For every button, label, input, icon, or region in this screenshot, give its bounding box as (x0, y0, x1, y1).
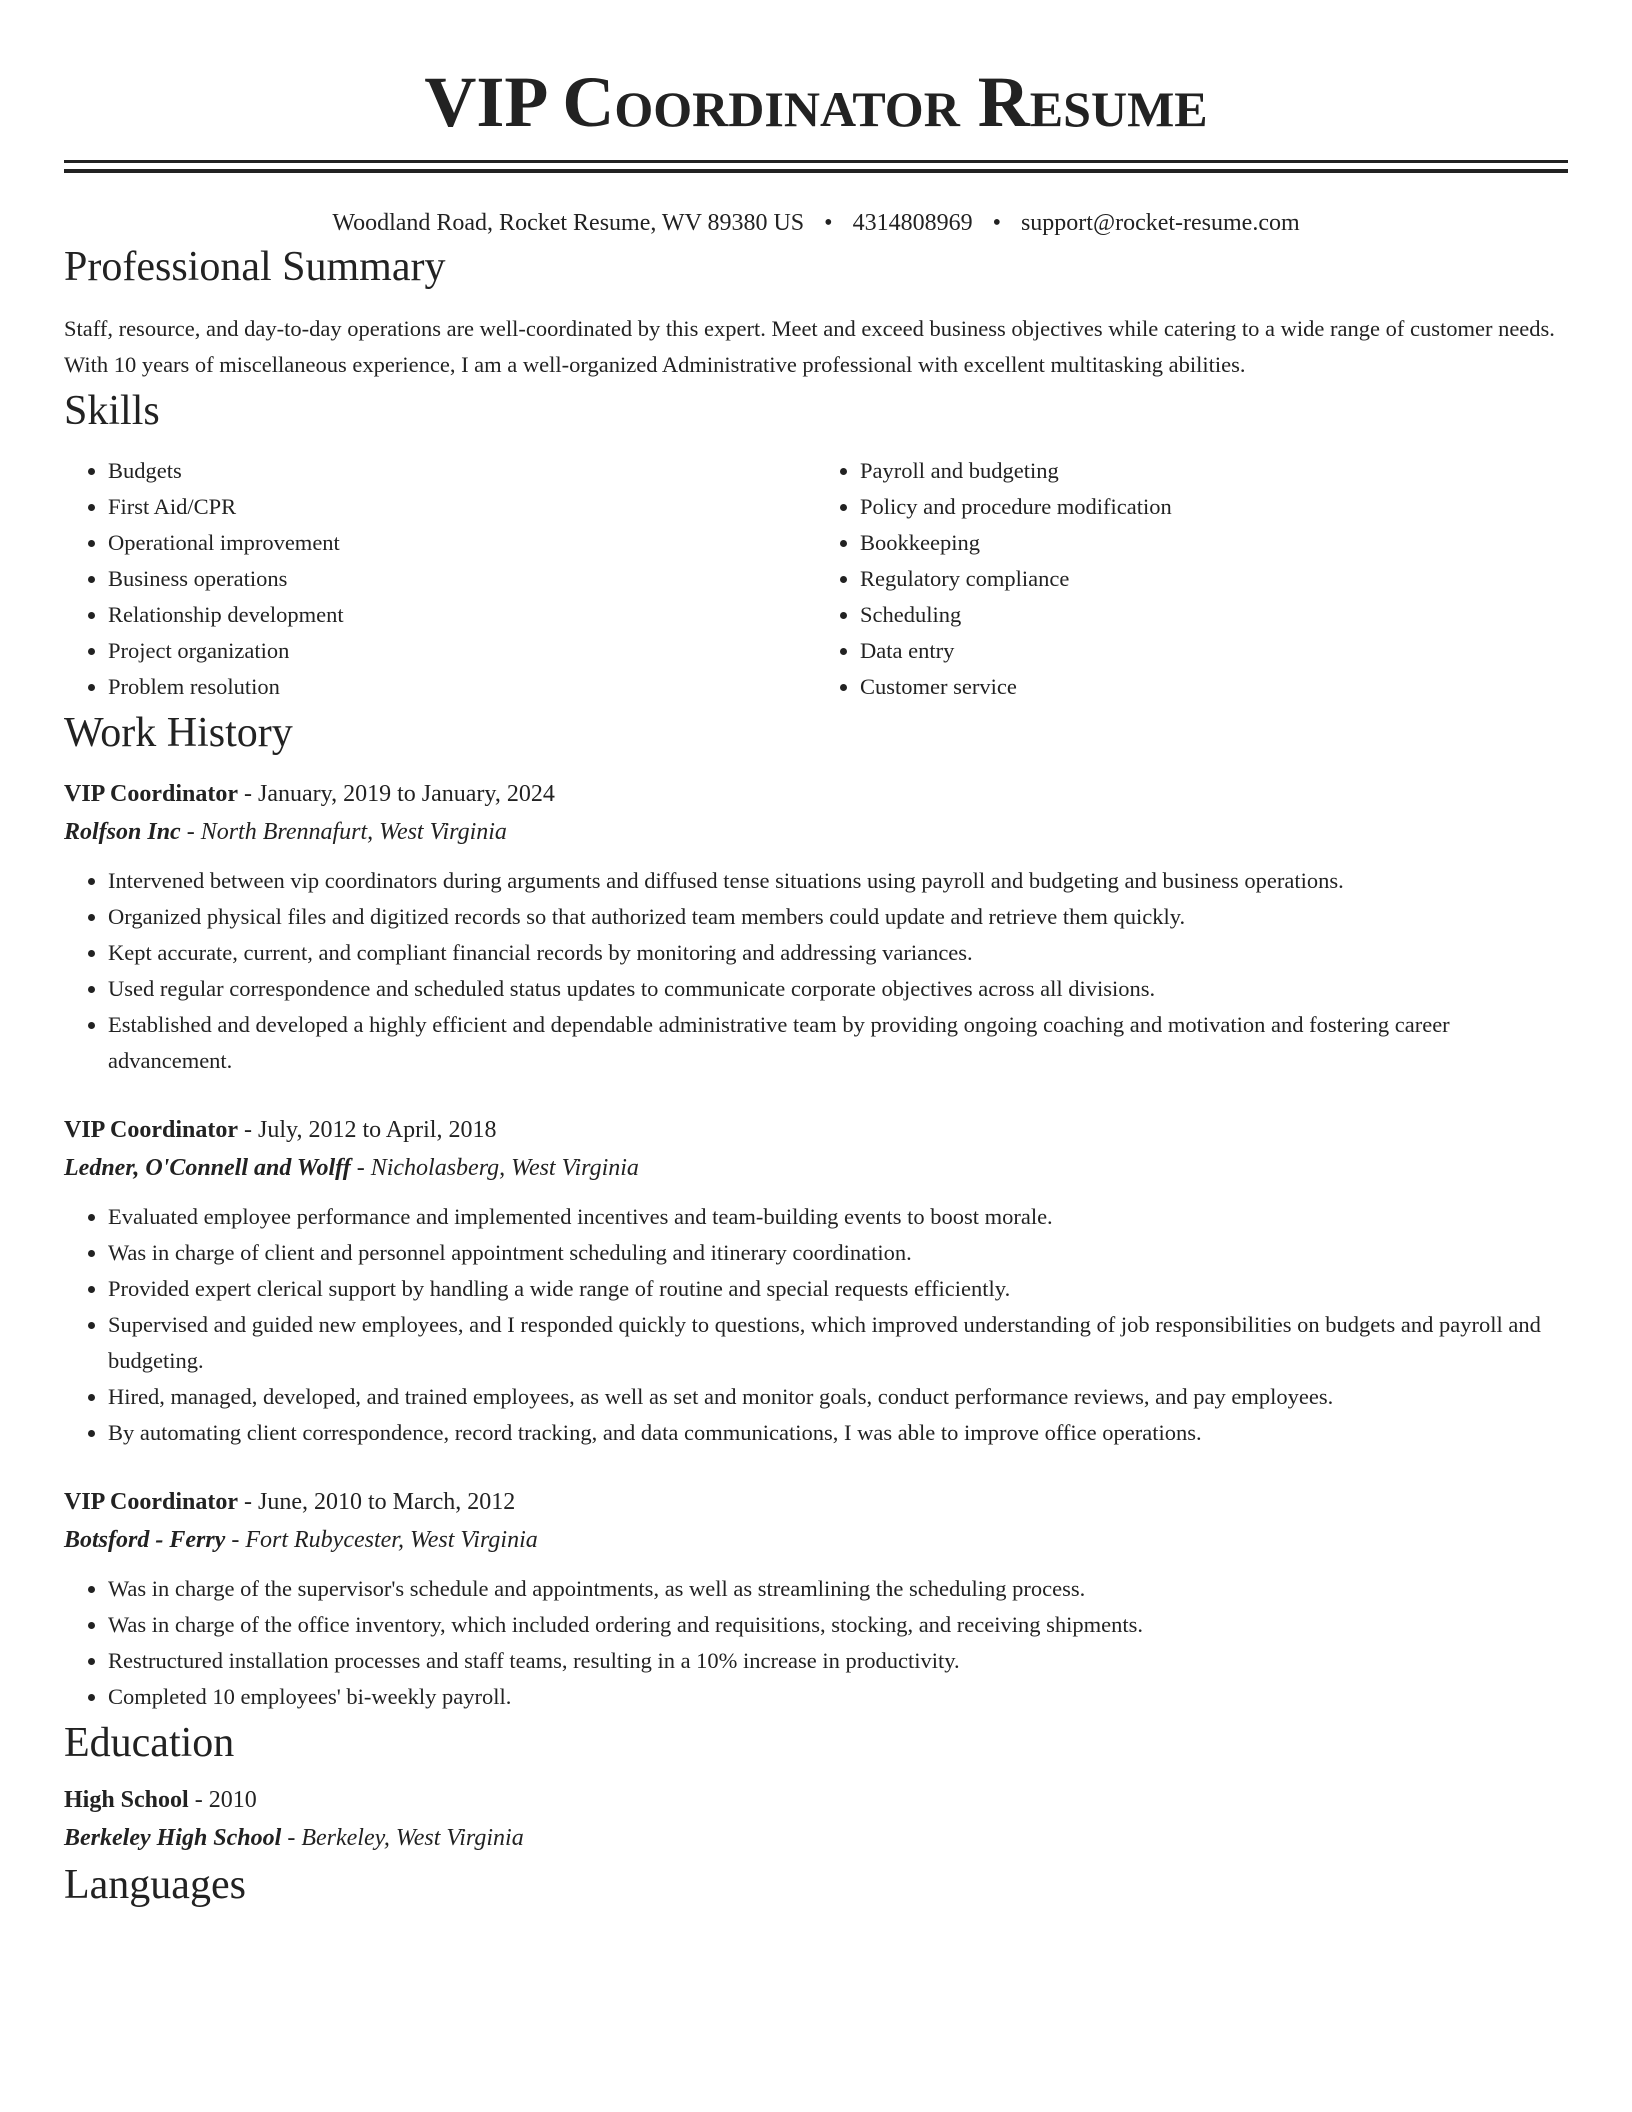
skill-item: • Scheduling (860, 597, 1568, 633)
contact-separator: • (992, 210, 1001, 236)
summary-text: Staff, resource, and day-to-day operations are well-coordinated by this expert. Meet and exceed business objectives while catering to a wide range of customer needs. With 10 years of miscellaneous experience, I am a well-organized Administrative professional with excellent multitasking abilities. (64, 316, 1555, 377)
skill-item: • Relationship development (108, 597, 816, 633)
job-dates: - June, 2010 to March, 2012 (238, 1489, 516, 1515)
education-school: Berkeley High School (64, 1825, 282, 1851)
job-company: Rolfson Inc (64, 819, 181, 845)
skill-item: • Bookkeeping (860, 525, 1568, 561)
education-school-line (64, 1819, 1568, 1857)
summary-heading: Professional Summary (64, 244, 446, 290)
job-bullet: • Intervened between vip coordinators during arguments and diffused tense situations using payroll and budgeting and business operations. (108, 863, 1568, 899)
job-title: VIP Coordinator (64, 1117, 238, 1143)
job-bullet: • Evaluated employee performance and implemented incentives and team-building events to boost morale. (108, 1199, 1568, 1235)
job-bullet: • Hired, managed, developed, and trained employees, as well as set and monitor goals, conduct performance reviews, and pay employees. (108, 1379, 1568, 1415)
skill-item: • Customer service (860, 669, 1568, 705)
skill-item: • Data entry (860, 633, 1568, 669)
resume-title: VIP Coordinator Resume (424, 62, 1208, 142)
skill-item: • Regulatory compliance (860, 561, 1568, 597)
education-year: - 2010 (188, 1787, 257, 1813)
job-bullet: • Was in charge of the supervisor's schedule and appointments, as well as streamlining the scheduling process. (108, 1571, 1568, 1607)
work-history-heading: Work History (64, 710, 293, 756)
job-bullet: • Provided expert clerical support by handling a wide range of routine and special requests efficiently. (108, 1271, 1568, 1307)
skill-item: • Business operations (108, 561, 816, 597)
job-bullet: • Was in charge of client and personnel appointment scheduling and itinerary coordination. (108, 1235, 1568, 1271)
education-degree-line (64, 1781, 1568, 1819)
skills-columns (64, 453, 1568, 705)
title-rule-top (64, 160, 1568, 163)
job-bullet: • Completed 10 employees' bi-weekly payroll. (108, 1679, 1568, 1715)
job-bullets (64, 1199, 1568, 1451)
contact-email: support@rocket-resume.com (1020, 210, 1300, 236)
job-location: - North Brennafurt, West Virginia (180, 819, 507, 845)
job-location: - Fort Rubycester, West Virginia (225, 1527, 538, 1553)
job-dates: - July, 2012 to April, 2018 (238, 1117, 497, 1143)
job-bullet: • By automating client correspondence, record tracking, and data communications, I was able to improve office operations. (108, 1415, 1568, 1451)
job-bullet: • Organized physical files and digitized records so that authorized team members could update and retrieve them quickly. (108, 899, 1568, 935)
skill-item: • Problem resolution (108, 669, 816, 705)
job-bullet: • Kept accurate, current, and compliant financial records by monitoring and addressing variances. (108, 935, 1568, 971)
job-company: Botsford - Ferry (64, 1527, 226, 1553)
title-rule-bottom (64, 169, 1568, 173)
education-location: - Berkeley, West Virginia (281, 1825, 524, 1851)
skill-item: • Policy and procedure modification (860, 489, 1568, 525)
education-entry (64, 1781, 1568, 1857)
job-company: Ledner, O'Connell and Wolff (64, 1155, 351, 1181)
skill-item: • Project organization (108, 633, 816, 669)
job-entry (64, 1483, 1568, 1715)
contact-line (64, 207, 1568, 239)
job-title: VIP Coordinator (64, 781, 238, 807)
skills-heading: Skills (64, 388, 160, 434)
job-heading (64, 775, 1568, 813)
contact-separator: • (824, 210, 833, 236)
job-bullets (64, 1571, 1568, 1715)
job-bullets (64, 863, 1568, 1079)
skill-item: • Budgets (108, 453, 816, 489)
skill-item: • Payroll and budgeting (860, 453, 1568, 489)
job-entry (64, 775, 1568, 1079)
job-bullet: • Used regular correspondence and scheduled status updates to communicate corporate objectives across all divisions. (108, 971, 1568, 1007)
job-heading (64, 1111, 1568, 1149)
job-employer (64, 813, 1568, 851)
education-heading: Education (64, 1720, 235, 1766)
job-location: - Nicholasberg, West Virginia (350, 1155, 639, 1181)
job-heading (64, 1483, 1568, 1521)
job-title: VIP Coordinator (64, 1489, 238, 1515)
job-employer (64, 1149, 1568, 1187)
contact-phone: 4314808969 (852, 210, 973, 236)
education-degree: High School (64, 1787, 189, 1813)
contact-address: Woodland Road, Rocket Resume, WV 89380 US (332, 210, 805, 236)
job-bullet: • Established and developed a highly efficient and dependable administrative team by providing ongoing coaching and motivation and fostering career advancement. (108, 1007, 1568, 1079)
job-employer (64, 1521, 1568, 1559)
skill-item: • First Aid/CPR (108, 489, 816, 525)
job-bullet: • Was in charge of the office inventory, which included ordering and requisitions, stocking, and receiving shipments. (108, 1607, 1568, 1643)
job-dates: - January, 2019 to January, 2024 (238, 781, 555, 807)
job-bullet: • Supervised and guided new employees, and I responded quickly to questions, which improved understanding of job responsibilities on budgets and payroll and budgeting. (108, 1307, 1568, 1379)
job-bullet: • Restructured installation processes and staff teams, resulting in a 10% increase in productivity. (108, 1643, 1568, 1679)
skill-item: • Operational improvement (108, 525, 816, 561)
languages-heading: Languages (64, 1862, 246, 1908)
skills-list-left (64, 453, 816, 705)
skills-list-right (816, 453, 1568, 705)
job-entry (64, 1111, 1568, 1451)
